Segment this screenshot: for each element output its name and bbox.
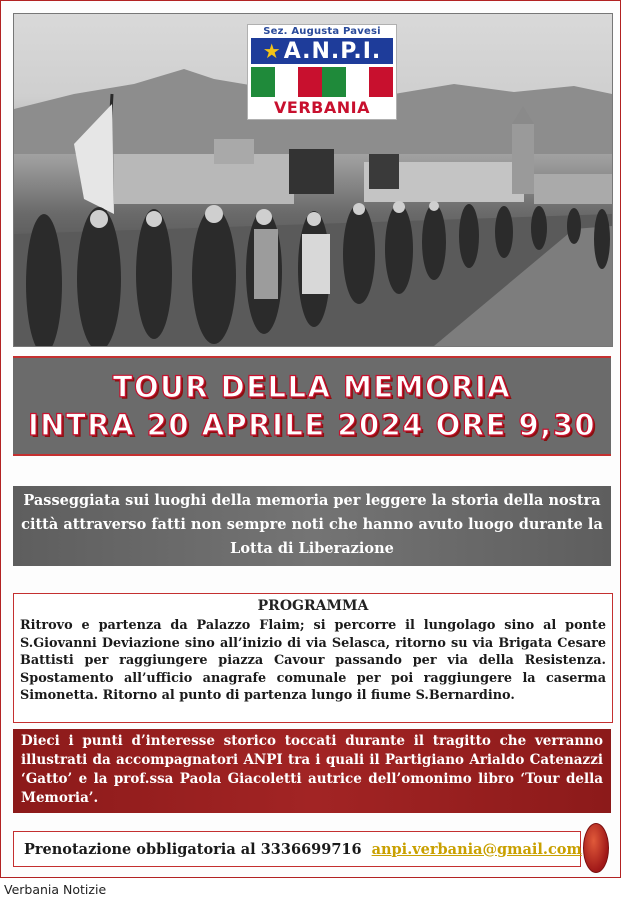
italian-flag-icon bbox=[251, 67, 393, 97]
guides-banner bbox=[13, 729, 611, 813]
anpi-logo bbox=[247, 24, 397, 120]
programma-text: Ritrovo e partenza da Palazzo Flaim; si percorre il lungolago sino al ponte S.Giovanni Deviazione sino all’inizio di via Selasca, ritorno su via Brigata Cesare Battisti per raggiungere piazza Cavour passando per via della Resistenza. Spostamento all’ufficio anagrafe comunale per poi raggiungere la caserma Simonetta. Ritorno al punto di partenza lungo il fiume S.Bernardino. bbox=[20, 618, 606, 703]
logo-section-name: Sez. Augusta Pavesi bbox=[263, 26, 381, 37]
intro-text: Passeggiata sui luoghi della memoria per leggere la storia della nostra città attraverso fatti non sempre noti che hanno avuto luogo durante la Lotta di Liberazione bbox=[21, 492, 603, 557]
guides-text: Dieci i punti d’interesse storico toccati durante il tragitto che verranno illustrati da accompagnatori ANPI tra i quali il Partigiano Arialdo Catenazzi ‘Gatto’ e la prof.ssa Paola Giacoletti autrice dell’omonimo libro ‘Tour della Memoria’. bbox=[21, 733, 603, 806]
logo-city: VERBANIA bbox=[274, 98, 370, 117]
booking-box bbox=[13, 831, 581, 867]
logo-name-bar bbox=[251, 38, 393, 64]
decorative-oval-icon bbox=[583, 823, 609, 873]
programma-box bbox=[13, 593, 613, 723]
title-banner bbox=[13, 356, 611, 456]
footer-credit: Verbania Notizie bbox=[4, 882, 107, 897]
logo-name: A.N.P.I. bbox=[283, 39, 382, 64]
event-title: TOUR DELLA MEMORIA bbox=[112, 370, 512, 404]
booking-email-link[interactable]: anpi.verbania@gmail.com bbox=[371, 840, 582, 858]
star-icon: ★ bbox=[262, 39, 282, 63]
event-date-time: INTRA 20 APRILE 2024 ORE 9,30 bbox=[27, 408, 597, 442]
booking-label: Prenotazione obbligatoria al 3336699716 bbox=[24, 840, 362, 858]
historic-parade-photo bbox=[13, 13, 613, 347]
programma-heading: PROGRAMMA bbox=[257, 598, 369, 614]
intro-banner bbox=[13, 486, 611, 566]
